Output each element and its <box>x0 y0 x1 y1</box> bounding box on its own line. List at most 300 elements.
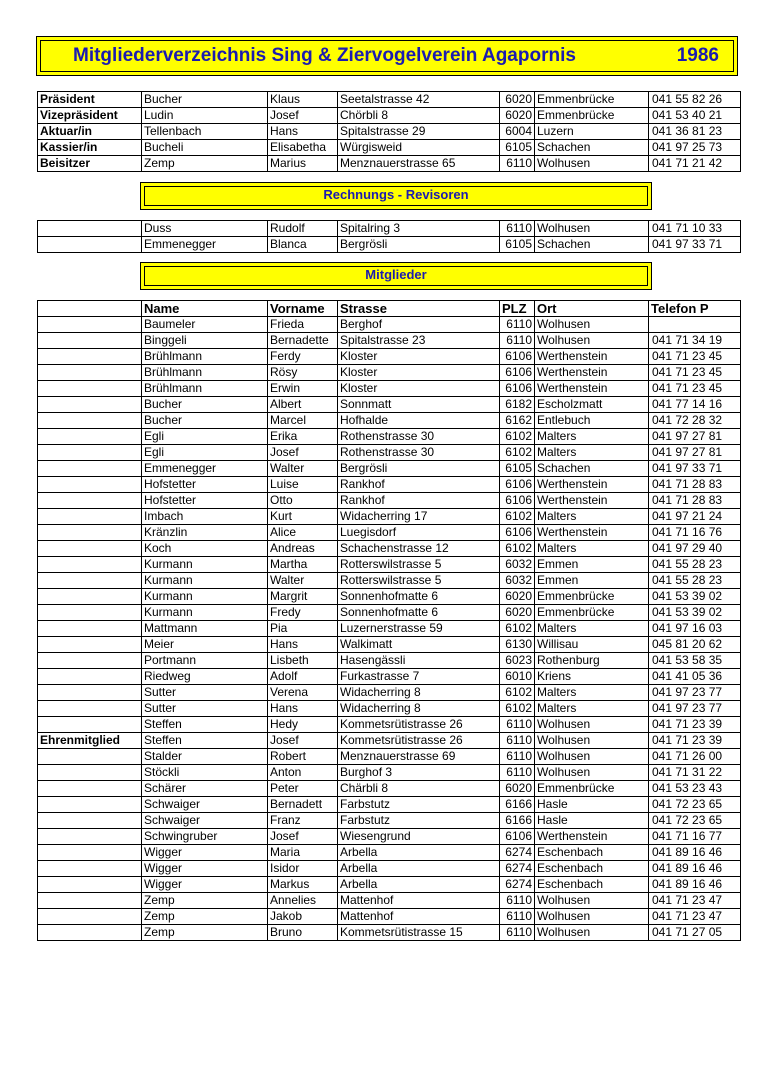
cell-role <box>38 717 142 733</box>
cell-strasse: Spitalstrasse 29 <box>338 124 500 140</box>
cell-name: Emmenegger <box>142 461 268 477</box>
cell-telefon: 041 97 29 40 <box>649 541 741 557</box>
cell-name: Kurmann <box>142 557 268 573</box>
cell-vorname: Luise <box>268 477 338 493</box>
table-row <box>38 397 741 413</box>
cell-role <box>38 605 142 621</box>
cell-vorname: Josef <box>268 445 338 461</box>
cell-plz: 6166 <box>500 797 535 813</box>
cell-role: Beisitzer <box>38 156 142 172</box>
cell-plz: 6102 <box>500 509 535 525</box>
cell-ort: Werthenstein <box>535 477 649 493</box>
cell-plz: 6020 <box>500 605 535 621</box>
cell-vorname: Anton <box>268 765 338 781</box>
cell-ort: Emmen <box>535 557 649 573</box>
cell-ort: Emmenbrücke <box>535 92 649 108</box>
cell-ort: Escholzmatt <box>535 397 649 413</box>
cell-plz: 6004 <box>500 124 535 140</box>
cell-plz: 6020 <box>500 108 535 124</box>
table-row <box>38 557 741 573</box>
table-row <box>38 509 741 525</box>
cell-strasse: Menznauerstrasse 65 <box>338 156 500 172</box>
cell-role <box>38 637 142 653</box>
cell-role: Aktuar/in <box>38 124 142 140</box>
cell-vorname: Josef <box>268 108 338 124</box>
cell-plz: 6110 <box>500 221 535 237</box>
cell-role <box>38 893 142 909</box>
cell-strasse: Arbella <box>338 845 500 861</box>
cell-strasse: Spitalring 3 <box>338 221 500 237</box>
cell-strasse: Kloster <box>338 381 500 397</box>
cell-vorname: Alice <box>268 525 338 541</box>
cell-telefon: 041 53 40 21 <box>649 108 741 124</box>
cell-strasse: Arbella <box>338 877 500 893</box>
cell-ort: Malters <box>535 445 649 461</box>
cell-telefon: 041 71 16 76 <box>649 525 741 541</box>
cell-vorname: Marius <box>268 156 338 172</box>
cell-strasse: Widacherring 17 <box>338 509 500 525</box>
cell-telefon: 041 71 34 19 <box>649 333 741 349</box>
cell-plz: 6162 <box>500 413 535 429</box>
cell-ort: Eschenbach <box>535 845 649 861</box>
cell-plz: 6106 <box>500 477 535 493</box>
cell-role <box>38 333 142 349</box>
cell-ort: Schachen <box>535 237 649 253</box>
table-row <box>38 237 741 253</box>
cell-name: Zemp <box>142 893 268 909</box>
cell-name: Brühlmann <box>142 365 268 381</box>
cell-strasse: Burghof 3 <box>338 765 500 781</box>
cell-name: Binggeli <box>142 333 268 349</box>
header-role <box>38 301 142 317</box>
table-row <box>38 140 741 156</box>
cell-vorname: Fredy <box>268 605 338 621</box>
cell-strasse: Farbstutz <box>338 797 500 813</box>
cell-vorname: Albert <box>268 397 338 413</box>
table-row <box>38 893 741 909</box>
table-row <box>38 156 741 172</box>
cell-role <box>38 749 142 765</box>
cell-ort: Wolhusen <box>535 925 649 941</box>
cell-name: Brühlmann <box>142 349 268 365</box>
table-row <box>38 92 741 108</box>
table-row <box>38 909 741 925</box>
cell-strasse: Berghof <box>338 317 500 333</box>
cell-name: Baumeler <box>142 317 268 333</box>
cell-plz: 6110 <box>500 717 535 733</box>
cell-ort: Hasle <box>535 797 649 813</box>
cell-strasse: Bergrösli <box>338 461 500 477</box>
cell-role <box>38 525 142 541</box>
page-year: 1986 <box>676 45 719 66</box>
table-row <box>38 349 741 365</box>
table-row <box>38 541 741 557</box>
cell-name: Mattmann <box>142 621 268 637</box>
cell-vorname: Jakob <box>268 909 338 925</box>
cell-plz: 6182 <box>500 397 535 413</box>
cell-name: Schwaiger <box>142 813 268 829</box>
cell-name: Ludin <box>142 108 268 124</box>
cell-ort: Malters <box>535 685 649 701</box>
table-row <box>38 685 741 701</box>
cell-strasse: Luegisdorf <box>338 525 500 541</box>
cell-name: Bucher <box>142 397 268 413</box>
cell-vorname: Bernadett <box>268 797 338 813</box>
table-row <box>38 669 741 685</box>
cell-ort: Emmenbrücke <box>535 605 649 621</box>
cell-role <box>38 909 142 925</box>
cell-telefon: 041 71 16 77 <box>649 829 741 845</box>
cell-telefon: 041 97 27 81 <box>649 429 741 445</box>
table-row <box>38 749 741 765</box>
cell-name: Schärer <box>142 781 268 797</box>
cell-name: Wigger <box>142 861 268 877</box>
cell-plz: 6032 <box>500 573 535 589</box>
header-plz: PLZ <box>500 301 535 317</box>
cell-ort: Werthenstein <box>535 365 649 381</box>
cell-role <box>38 429 142 445</box>
cell-ort: Malters <box>535 621 649 637</box>
cell-telefon: 041 71 23 45 <box>649 365 741 381</box>
table-row <box>38 461 741 477</box>
cell-ort: Werthenstein <box>535 829 649 845</box>
cell-role <box>38 573 142 589</box>
table-row <box>38 317 741 333</box>
cell-name: Egli <box>142 429 268 445</box>
cell-name: Kurmann <box>142 605 268 621</box>
cell-vorname: Verena <box>268 685 338 701</box>
cell-ort: Wolhusen <box>535 765 649 781</box>
cell-plz: 6110 <box>500 156 535 172</box>
cell-strasse: Hofhalde <box>338 413 500 429</box>
cell-role <box>38 925 142 941</box>
table-row <box>38 589 741 605</box>
cell-role <box>38 669 142 685</box>
cell-ort: Werthenstein <box>535 381 649 397</box>
cell-strasse: Spitalstrasse 23 <box>338 333 500 349</box>
cell-vorname: Maria <box>268 845 338 861</box>
cell-telefon: 041 71 28 83 <box>649 493 741 509</box>
header-strasse: Strasse <box>338 301 500 317</box>
cell-name: Imbach <box>142 509 268 525</box>
cell-name: Tellenbach <box>142 124 268 140</box>
cell-plz: 6102 <box>500 685 535 701</box>
table-row <box>38 621 741 637</box>
title-banner <box>36 36 738 76</box>
cell-telefon: 041 72 23 65 <box>649 813 741 829</box>
cell-telefon: 041 97 23 77 <box>649 701 741 717</box>
cell-vorname: Marcel <box>268 413 338 429</box>
cell-vorname: Hans <box>268 124 338 140</box>
cell-telefon: 041 53 58 35 <box>649 653 741 669</box>
cell-telefon <box>649 317 741 333</box>
cell-strasse: Widacherring 8 <box>338 701 500 717</box>
cell-strasse: Wiesengrund <box>338 829 500 845</box>
cell-name: Wigger <box>142 845 268 861</box>
cell-plz: 6110 <box>500 749 535 765</box>
cell-strasse: Arbella <box>338 861 500 877</box>
cell-name: Bucheli <box>142 140 268 156</box>
cell-telefon: 041 41 05 36 <box>649 669 741 685</box>
cell-strasse: Rotterswilstrasse 5 <box>338 573 500 589</box>
cell-vorname: Margrit <box>268 589 338 605</box>
cell-plz: 6166 <box>500 813 535 829</box>
mitglieder-banner <box>140 262 652 290</box>
cell-ort: Entlebuch <box>535 413 649 429</box>
cell-vorname: Erika <box>268 429 338 445</box>
mitglieder-header-row <box>38 301 741 317</box>
cell-plz: 6274 <box>500 861 535 877</box>
cell-telefon: 041 55 82 26 <box>649 92 741 108</box>
cell-role <box>38 509 142 525</box>
cell-strasse: Bergrösli <box>338 237 500 253</box>
cell-ort: Werthenstein <box>535 493 649 509</box>
table-row <box>38 733 741 749</box>
table-row <box>38 525 741 541</box>
table-row <box>38 925 741 941</box>
cell-telefon: 041 71 23 47 <box>649 909 741 925</box>
header-vorname: Vorname <box>268 301 338 317</box>
cell-telefon: 041 89 16 46 <box>649 845 741 861</box>
table-row <box>38 108 741 124</box>
cell-strasse: Chörbli 8 <box>338 108 500 124</box>
cell-role <box>38 781 142 797</box>
cell-plz: 6105 <box>500 237 535 253</box>
cell-vorname: Walter <box>268 461 338 477</box>
cell-plz: 6102 <box>500 701 535 717</box>
table-row <box>38 429 741 445</box>
cell-vorname: Otto <box>268 493 338 509</box>
cell-name: Kurmann <box>142 573 268 589</box>
cell-telefon: 041 97 21 24 <box>649 509 741 525</box>
cell-vorname: Bruno <box>268 925 338 941</box>
cell-vorname: Rösy <box>268 365 338 381</box>
cell-vorname: Hans <box>268 637 338 653</box>
cell-strasse: Furkastrasse 7 <box>338 669 500 685</box>
cell-name: Meier <box>142 637 268 653</box>
cell-strasse: Mattenhof <box>338 909 500 925</box>
cell-plz: 6110 <box>500 765 535 781</box>
table-row <box>38 333 741 349</box>
cell-plz: 6105 <box>500 140 535 156</box>
cell-name: Zemp <box>142 156 268 172</box>
mitglieder-title: Mitglieder <box>365 267 427 282</box>
table-row <box>38 413 741 429</box>
cell-telefon: 041 53 23 43 <box>649 781 741 797</box>
cell-strasse: Farbstutz <box>338 813 500 829</box>
cell-role: Kassier/in <box>38 140 142 156</box>
cell-strasse: Sonnenhofmatte 6 <box>338 589 500 605</box>
cell-ort: Eschenbach <box>535 861 649 877</box>
cell-name: Kurmann <box>142 589 268 605</box>
cell-vorname: Franz <box>268 813 338 829</box>
cell-strasse: Rothenstrasse 30 <box>338 445 500 461</box>
cell-telefon: 041 36 81 23 <box>649 124 741 140</box>
cell-telefon: 041 71 31 22 <box>649 765 741 781</box>
cell-plz: 6110 <box>500 333 535 349</box>
cell-telefon: 041 53 39 02 <box>649 589 741 605</box>
cell-plz: 6130 <box>500 637 535 653</box>
cell-name: Sutter <box>142 701 268 717</box>
board-table <box>37 91 741 172</box>
cell-telefon: 041 97 33 71 <box>649 461 741 477</box>
cell-telefon: 041 97 27 81 <box>649 445 741 461</box>
cell-strasse: Kommetsrütistrasse 26 <box>338 717 500 733</box>
cell-ort: Wolhusen <box>535 893 649 909</box>
cell-strasse: Kloster <box>338 365 500 381</box>
cell-role <box>38 765 142 781</box>
cell-vorname: Hedy <box>268 717 338 733</box>
cell-role <box>38 381 142 397</box>
cell-strasse: Rankhof <box>338 477 500 493</box>
cell-strasse: Walkimatt <box>338 637 500 653</box>
cell-role <box>38 365 142 381</box>
cell-strasse: Kommetsrütistrasse 15 <box>338 925 500 941</box>
cell-name: Stöckli <box>142 765 268 781</box>
cell-role <box>38 493 142 509</box>
cell-plz: 6102 <box>500 541 535 557</box>
cell-telefon: 041 71 23 45 <box>649 381 741 397</box>
table-row <box>38 877 741 893</box>
cell-name: Brühlmann <box>142 381 268 397</box>
cell-vorname: Adolf <box>268 669 338 685</box>
cell-plz: 6102 <box>500 429 535 445</box>
cell-ort: Emmen <box>535 573 649 589</box>
cell-role <box>38 845 142 861</box>
table-row <box>38 797 741 813</box>
cell-telefon: 041 71 23 39 <box>649 717 741 733</box>
cell-plz: 6106 <box>500 525 535 541</box>
cell-telefon: 041 71 27 05 <box>649 925 741 941</box>
cell-name: Schwingruber <box>142 829 268 845</box>
header-name: Name <box>142 301 268 317</box>
cell-role <box>38 861 142 877</box>
cell-plz: 6274 <box>500 877 535 893</box>
cell-role <box>38 397 142 413</box>
cell-telefon: 041 72 28 32 <box>649 413 741 429</box>
cell-name: Portmann <box>142 653 268 669</box>
cell-vorname: Martha <box>268 557 338 573</box>
cell-ort: Wolhusen <box>535 317 649 333</box>
cell-name: Kränzlin <box>142 525 268 541</box>
cell-role <box>38 349 142 365</box>
cell-name: Stalder <box>142 749 268 765</box>
cell-telefon: 041 71 21 42 <box>649 156 741 172</box>
cell-vorname: Walter <box>268 573 338 589</box>
table-row <box>38 829 741 845</box>
cell-vorname: Erwin <box>268 381 338 397</box>
cell-name: Sutter <box>142 685 268 701</box>
cell-ort: Malters <box>535 701 649 717</box>
revisoren-table <box>37 220 741 253</box>
cell-ort: Werthenstein <box>535 349 649 365</box>
cell-vorname: Hans <box>268 701 338 717</box>
cell-name: Steffen <box>142 717 268 733</box>
cell-plz: 6106 <box>500 493 535 509</box>
cell-strasse: Kloster <box>338 349 500 365</box>
cell-role <box>38 541 142 557</box>
cell-telefon: 041 55 28 23 <box>649 573 741 589</box>
cell-name: Riedweg <box>142 669 268 685</box>
table-row <box>38 381 741 397</box>
cell-name: Wigger <box>142 877 268 893</box>
cell-vorname: Josef <box>268 829 338 845</box>
cell-plz: 6105 <box>500 461 535 477</box>
cell-ort: Malters <box>535 541 649 557</box>
cell-role <box>38 653 142 669</box>
table-row <box>38 477 741 493</box>
cell-ort: Wolhusen <box>535 733 649 749</box>
cell-role <box>38 829 142 845</box>
cell-strasse: Sonnenhofmatte 6 <box>338 605 500 621</box>
revisoren-banner <box>140 182 652 210</box>
cell-telefon: 041 71 23 45 <box>649 349 741 365</box>
cell-plz: 6106 <box>500 365 535 381</box>
cell-role <box>38 589 142 605</box>
cell-ort: Malters <box>535 509 649 525</box>
cell-role: Vizepräsident <box>38 108 142 124</box>
cell-plz: 6110 <box>500 893 535 909</box>
cell-name: Schwaiger <box>142 797 268 813</box>
table-row <box>38 221 741 237</box>
cell-role <box>38 557 142 573</box>
cell-ort: Eschenbach <box>535 877 649 893</box>
cell-strasse: Rotterswilstrasse 5 <box>338 557 500 573</box>
cell-vorname: Bernadette <box>268 333 338 349</box>
cell-plz: 6020 <box>500 589 535 605</box>
table-row <box>38 445 741 461</box>
header-telefon: Telefon P <box>649 301 741 317</box>
cell-plz: 6110 <box>500 925 535 941</box>
cell-ort: Wolhusen <box>535 333 649 349</box>
cell-name: Steffen <box>142 733 268 749</box>
cell-role: Präsident <box>38 92 142 108</box>
cell-role <box>38 621 142 637</box>
cell-vorname: Josef <box>268 733 338 749</box>
cell-ort: Emmenbrücke <box>535 108 649 124</box>
cell-role <box>38 221 142 237</box>
cell-telefon: 041 72 23 65 <box>649 797 741 813</box>
cell-strasse: Chärbli 8 <box>338 781 500 797</box>
cell-plz: 6106 <box>500 349 535 365</box>
cell-role <box>38 813 142 829</box>
cell-vorname: Peter <box>268 781 338 797</box>
table-row <box>38 573 741 589</box>
table-row <box>38 765 741 781</box>
table-row <box>38 781 741 797</box>
cell-vorname: Isidor <box>268 861 338 877</box>
cell-ort: Rothenburg <box>535 653 649 669</box>
table-row <box>38 124 741 140</box>
cell-strasse: Luzernerstrasse 59 <box>338 621 500 637</box>
table-row <box>38 605 741 621</box>
page-title: Mitgliederverzeichnis Sing & Ziervogelverein Agapornis <box>73 45 576 66</box>
table-row <box>38 813 741 829</box>
cell-plz: 6274 <box>500 845 535 861</box>
cell-strasse: Hasengässli <box>338 653 500 669</box>
cell-role <box>38 317 142 333</box>
cell-telefon: 041 53 39 02 <box>649 605 741 621</box>
cell-plz: 6102 <box>500 445 535 461</box>
revisoren-title: Rechnungs - Revisoren <box>323 187 469 202</box>
cell-role: Ehrenmitglied <box>38 733 142 749</box>
table-row <box>38 701 741 717</box>
cell-name: Bucher <box>142 92 268 108</box>
cell-telefon: 041 97 33 71 <box>649 237 741 253</box>
cell-telefon: 045 81 20 62 <box>649 637 741 653</box>
cell-plz: 6102 <box>500 621 535 637</box>
cell-ort: Wolhusen <box>535 221 649 237</box>
